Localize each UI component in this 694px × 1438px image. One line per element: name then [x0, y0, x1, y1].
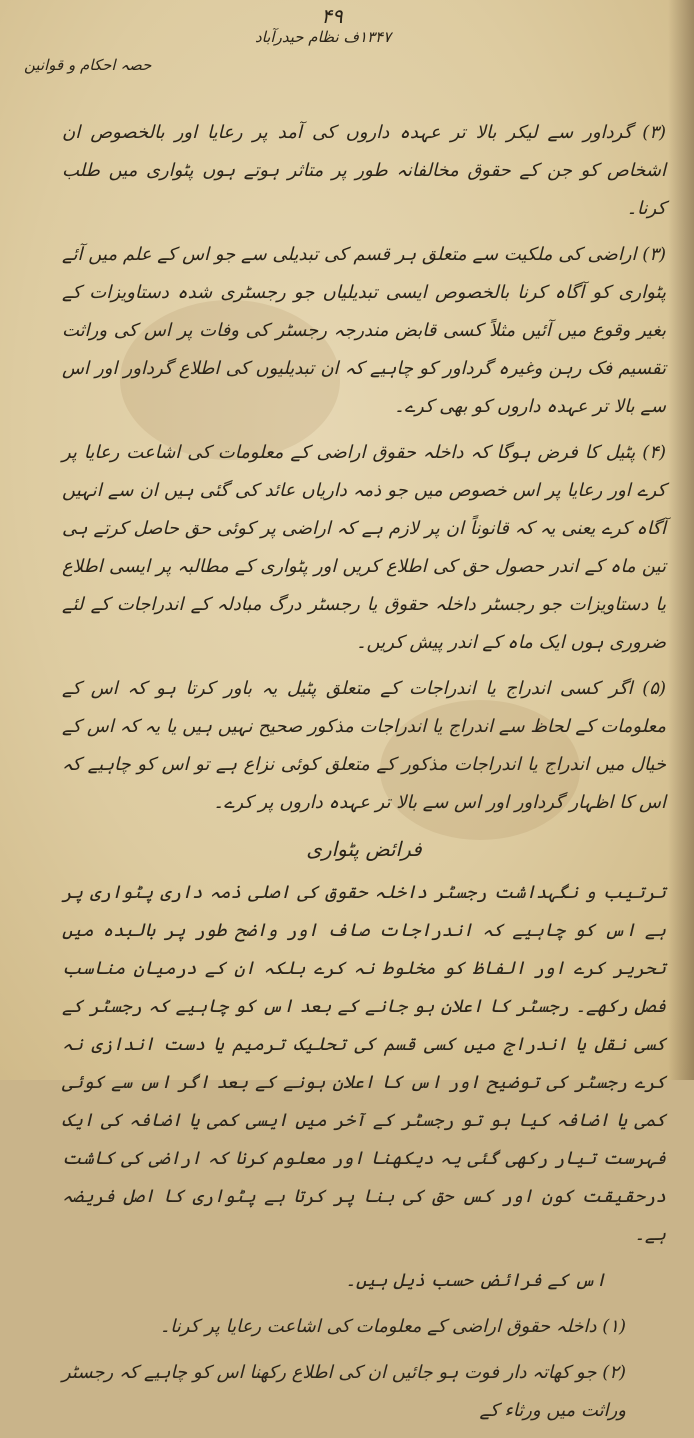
running-header-left: حصہ احکام و قوانین	[24, 56, 152, 74]
paragraph-3a: (۳) گرداور سے لیکر بالا تر عہدہ داروں کی آمد پر رعایا اور بالخصوص ان اشخاص کو جن کے حقوق مخالفانہ طور پر متاثر ہوتے ہوں پٹواری میں طلب کرنا۔	[62, 122, 666, 219]
section-heading: فرائض پٹواری	[306, 837, 422, 861]
page-edge-shadow	[668, 0, 694, 1080]
page-number: ۴۹	[321, 4, 343, 28]
body-text	[62, 114, 666, 1438]
section-paragraph: ترتیب و نگہداشت رجسٹر داخلہ حقوق کی اصلی ذمہ داری پٹواری پر ہے اس کو چاہیے کہ اندراجات صاف اور واضح طور پر بالبدہ میں تحریر کرے اور الفاظ کو مخلوط نہ کرے بلکہ ان کے درمیان مناسب فصل رکھے۔ رجسٹر کا اعلان ہو جانے کے بعد اس کو چاہیے کہ رجسٹر کے کسی نقل یا اندراج میں کسی قسم کی تحلیک ترمیم یا دست اندازی نہ کرے رجسٹر کی توضیح اور اس کا اعلان ہونے کے بعد اگر اس سے کوئی کمی یا اضافہ کیا ہو تو رجسٹر کے آخر میں ایسی کمی یا اضافہ کی ایک فہرست تیار رکھی گئی یہ دیکھنا اور معلوم کرنا کہ اراضی کی کاشت درحقیقت کون اور کس حق کی بنا پر کرتا ہے پٹواری کا اصل فریضہ ہے۔	[62, 882, 666, 1245]
duties-intro: اس کے فرائض حسب ذیل ہیں۔	[345, 1270, 606, 1291]
duty-item: (۱) داخلہ حقوق اراضی کے معلومات کی اشاعت رعایا پر کرنا۔	[159, 1316, 626, 1337]
paragraph-5: (۵) اگر کسی اندراج یا اندراجات کے متعلق پٹیل یہ باور کرتا ہو کہ اس کے معلومات کے لحاظ سے اندراج یا اندراجات مذکور صحیح نہیں ہیں یا یہ کہ اس کے خیال میں اندراج یا اندراجات مذکور کے متعلق کوئی نزاع ہے تو اس کو چاہیے کہ اس کا اظہار گرداور اور اس سے بالا تر عہدہ داروں پر کرے۔	[62, 678, 666, 813]
duty-item: (۲) جو کھاتہ دار فوت ہو جائیں ان کی اطلاع رکھنا اس کو چاہیے کہ رجسٹر وراثت میں ورثاء کے	[62, 1362, 626, 1421]
paragraph-4: (۴) پٹیل کا فرض ہوگا کہ داخلہ حقوق اراضی کے معلومات کی اشاعت رعایا پر کرے اور رعایا پر اس خصوص میں جو ذمہ داریاں عائد کی گئی ہیں ان سے انہیں آگاہ کرے یعنی یہ کہ قانوناً ان پر لازم ہے کہ اراضی پر کوئی حق حاصل کرتے ہی تین ماہ کے اندر حصول حق کی اطلاع کریں اور پٹواری کے مطالبہ پر ایسی اطلاع یا دستاویزات جو رجسٹر داخلہ حقوق یا رجسٹر درگ مبادلہ کے اندراجات کے لئے ضروری ہوں ایک ماہ کے اندر پیش کریں۔	[62, 442, 666, 653]
running-header-center: ۱۳۴۷ف نظام حیدرآباد	[255, 28, 392, 46]
paragraph-3b: (۳) اراضی کی ملکیت سے متعلق ہر قسم کی تبدیلی سے جو اس کے علم میں آئے پٹواری کو آگاہ کرنا بالخصوص ایسی تبدیلیاں جو رجسٹری شدہ دستاویزات کے بغیر وقوع میں آئیں مثلاً کسی قابض مندرجہ رجسٹر کی وفات پر اس کی وراثت تقسیم فک رہن وغیرہ گرداور کو چاہیے کہ ان تبدیلیوں کی اطلاع گرداور اور اس سے بالا تر عہدہ داروں کو بھی کرے۔	[62, 244, 666, 417]
